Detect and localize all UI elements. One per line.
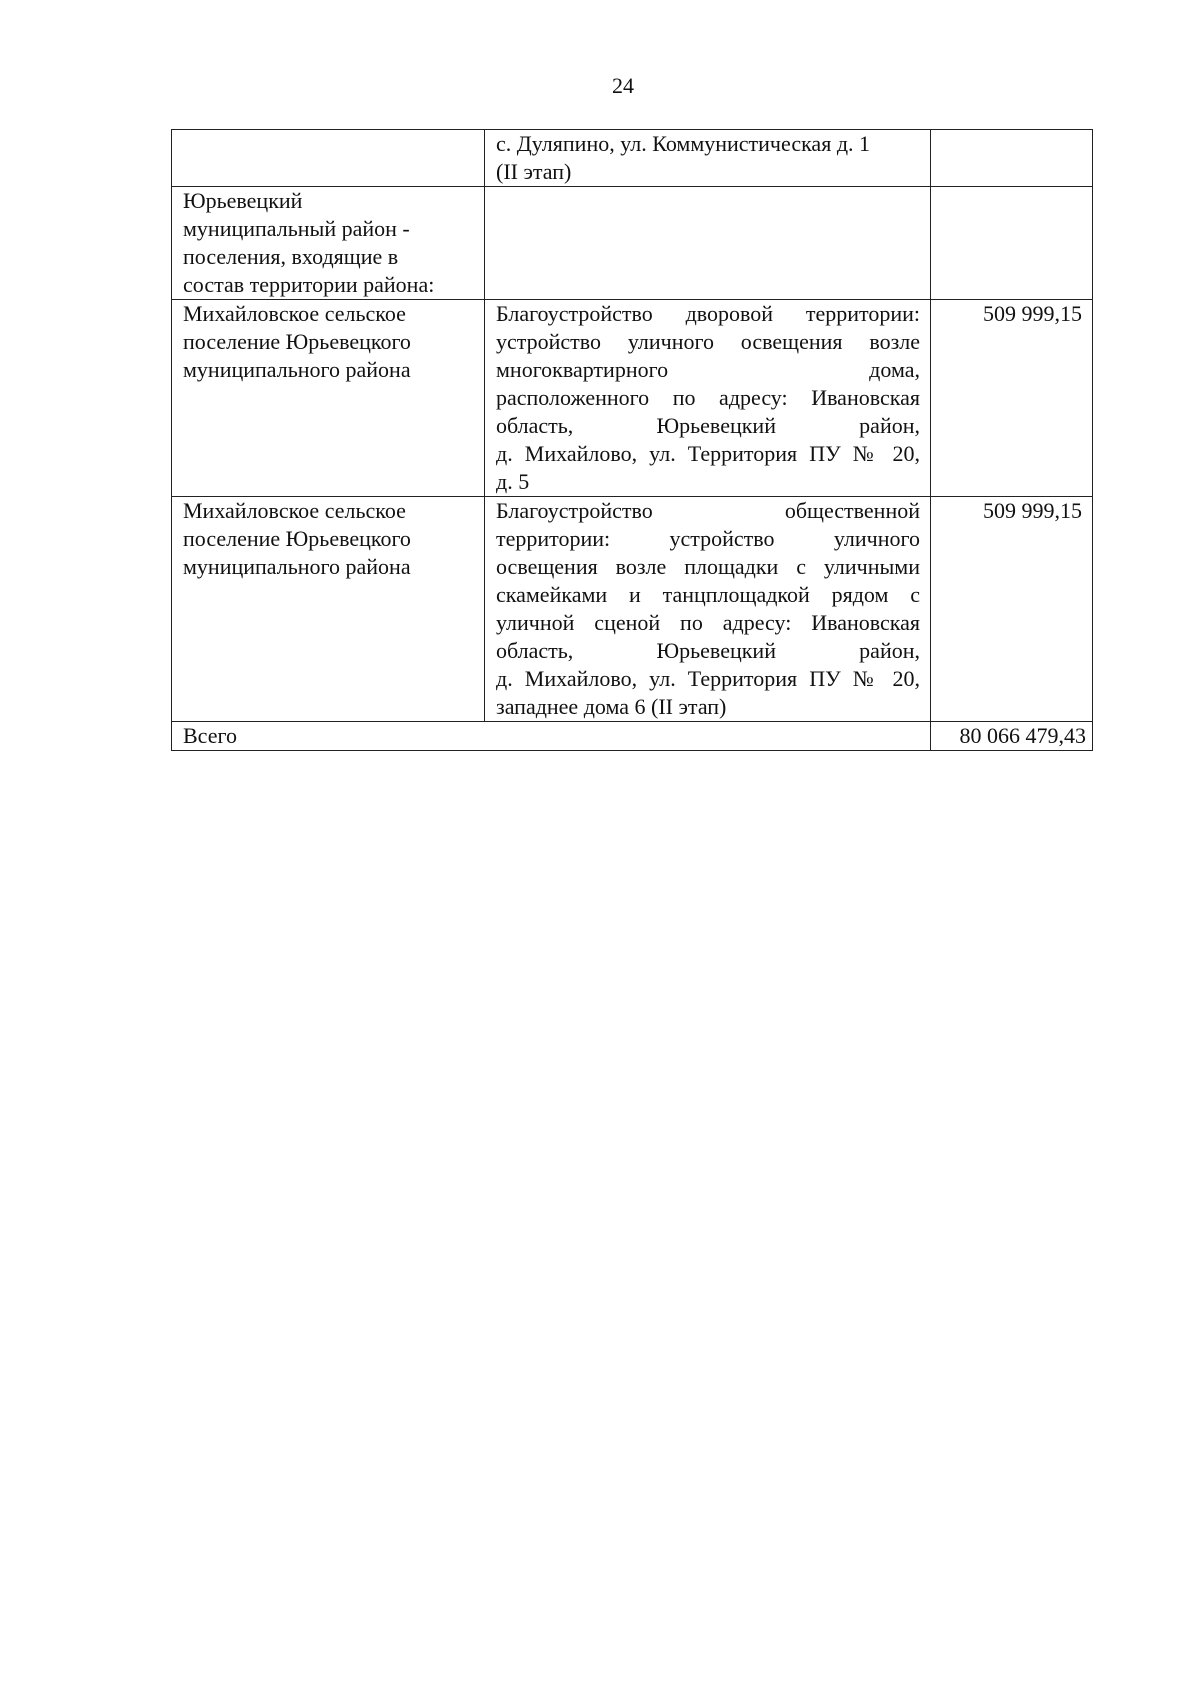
description-cell — [485, 497, 931, 722]
municipality-line: муниципальный район - — [183, 216, 410, 241]
description-line: освещения возле площадки с уличными — [496, 554, 920, 579]
description-line: многоквартирного дома, — [496, 357, 920, 382]
municipality-line: муниципального района — [183, 357, 411, 382]
description-cell — [485, 187, 931, 300]
table-row — [172, 130, 1093, 187]
total-label: Всего — [172, 722, 931, 751]
description-line: устройство уличного освещения возле — [496, 329, 920, 354]
description-line: Благоустройство дворовой территории: — [496, 301, 920, 326]
description-line: д. Михайлово, ул. Территория ПУ № 20, — [496, 666, 920, 691]
description-line: территории: устройство уличного — [496, 526, 920, 551]
allocation-table — [171, 129, 1093, 751]
municipality-line: поселение Юрьевецкого — [183, 329, 411, 354]
description-line: область, Юрьевецкий район, — [496, 638, 920, 663]
description-cell — [485, 300, 931, 497]
amount-cell — [931, 130, 1093, 187]
municipality-cell — [172, 497, 485, 722]
municipality-line: состав территории района: — [183, 272, 435, 297]
description-line: уличной сценой по адресу: Ивановская — [496, 610, 920, 635]
page-number: 24 — [612, 73, 634, 98]
municipality-line: поселения, входящие в — [183, 244, 399, 269]
municipality-line: Михайловское сельское — [183, 301, 406, 326]
municipality-line: муниципального района — [183, 554, 411, 579]
description-line: западнее дома 6 (II этап) — [496, 694, 727, 719]
description-line: (II этап) — [496, 159, 572, 184]
total-amount: 80 066 479,43 — [931, 722, 1093, 751]
municipality-line: Юрьевецкий — [183, 188, 303, 213]
table-row — [172, 497, 1093, 722]
description-cell — [485, 130, 931, 187]
amount-cell: 509 999,15 — [931, 497, 1093, 722]
description-line: область, Юрьевецкий район, — [496, 413, 920, 438]
municipality-line: поселение Юрьевецкого — [183, 526, 411, 551]
description-line: Благоустройство общественной — [496, 498, 920, 523]
municipality-cell — [172, 130, 485, 187]
description-line: расположенного по адресу: Ивановская — [496, 385, 920, 410]
table-row — [172, 300, 1093, 497]
table-row — [172, 187, 1093, 300]
municipality-cell — [172, 187, 485, 300]
description-line: скамейками и танцплощадкой рядом с — [496, 582, 920, 607]
amount-cell: 509 999,15 — [931, 300, 1093, 497]
amount-cell — [931, 187, 1093, 300]
description-line: с. Дуляпино, ул. Коммунистическая д. 1 — [496, 131, 871, 156]
municipality-line: Михайловское сельское — [183, 498, 406, 523]
description-line: д. 5 — [496, 469, 530, 494]
description-line: д. Михайлово, ул. Территория ПУ № 20, — [496, 441, 920, 466]
municipality-cell — [172, 300, 485, 497]
total-row — [172, 722, 1093, 751]
